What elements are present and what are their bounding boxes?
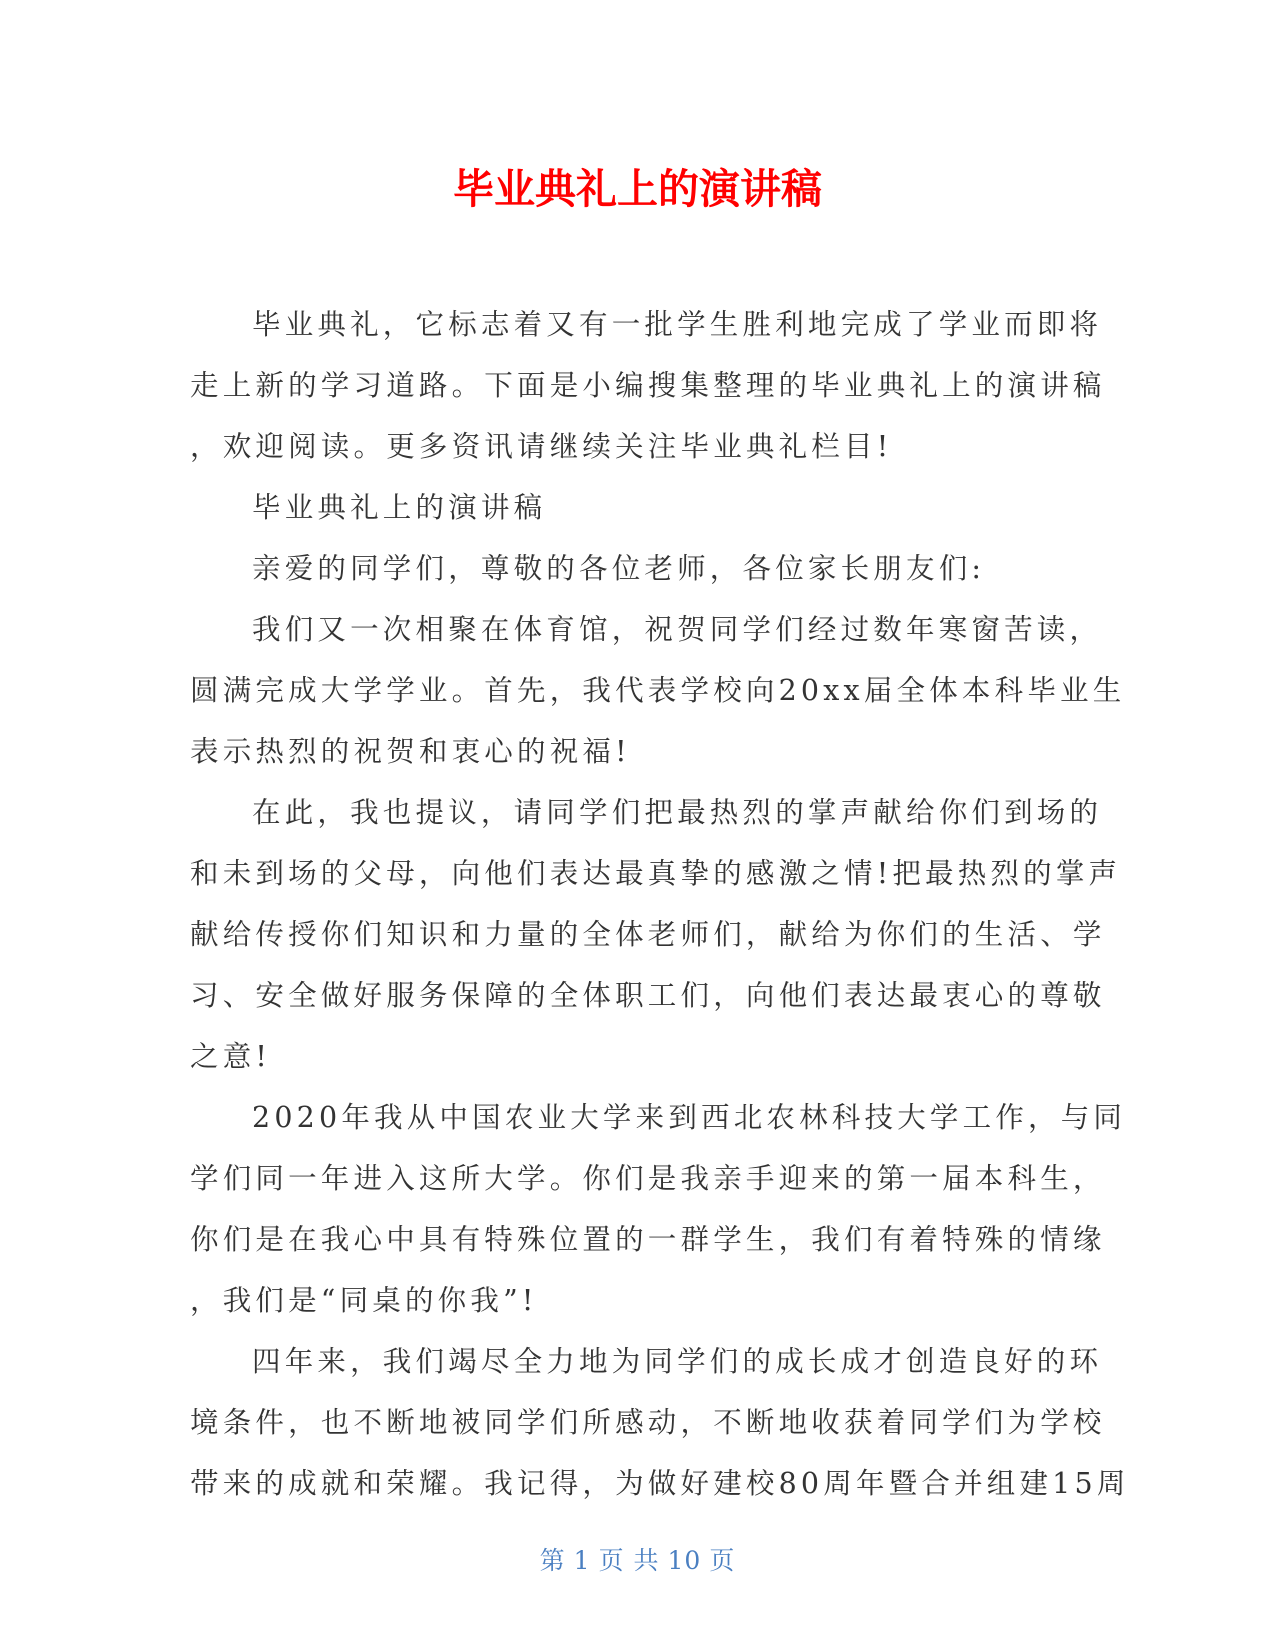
- text-line: 在此，我也提议，请同学们把最热烈的掌声献给你们到场的: [252, 796, 1103, 829]
- page-label-suffix: 页: [709, 1546, 736, 1575]
- text-line: 献给传授你们知识和力量的全体老师们，献给为你们的生活、学: [190, 918, 1106, 951]
- document-body: [190, 294, 1130, 1514]
- text-line: 表示热烈的祝贺和衷心的祝福!: [190, 735, 631, 768]
- salutation-line: 亲爱的同学们，尊敬的各位老师，各位家长朋友们:: [252, 552, 986, 585]
- page-label-prefix: 第: [539, 1546, 566, 1575]
- text-line: 习、安全做好服务保障的全体职工们，向他们表达最衷心的尊敬: [190, 979, 1106, 1012]
- text-line: 你们是在我心中具有特殊位置的一群学生，我们有着特殊的情缘: [190, 1223, 1106, 1256]
- document-title: 毕业典礼上的演讲稿: [453, 165, 822, 213]
- text-line: 走上新的学习道路。下面是小编搜集整理的毕业典礼上的演讲稿: [190, 369, 1106, 402]
- text-line: ，欢迎阅读。更多资讯请继续关注毕业典礼栏目!: [190, 430, 893, 463]
- page-label-mid: 页 共: [598, 1546, 660, 1575]
- text-line: 境条件，也不断地被同学们所感动，不断地收获着同学们为学校: [190, 1406, 1106, 1439]
- current-page-number: 1: [573, 1546, 591, 1575]
- text-line: 我们又一次相聚在体育馆，祝贺同学们经过数年寒窗苦读，: [252, 613, 1103, 646]
- text-line: 带来的成就和荣耀。我记得，为做好建校80周年暨合并组建15周: [190, 1467, 1130, 1500]
- text-line: 和未到场的父母，向他们表达最真挚的感激之情!把最热烈的掌声: [190, 857, 1122, 890]
- text-line: 之意!: [190, 1040, 272, 1073]
- section-heading: 毕业典礼上的演讲稿: [252, 491, 547, 524]
- text-line: 2020年我从中国农业大学来到西北农林科技大学工作，与同: [252, 1101, 1127, 1134]
- text-line: 四年来，我们竭尽全力地为同学们的成长成才创造良好的环: [252, 1345, 1103, 1378]
- text-line: 毕业典礼，它标志着又有一批学生胜利地完成了学业而即将: [252, 308, 1103, 341]
- total-pages-number: 10: [667, 1546, 702, 1575]
- text-line: 学们同一年进入这所大学。你们是我亲手迎来的第一届本科生，: [190, 1162, 1106, 1195]
- page-footer: [0, 1544, 1275, 1578]
- text-line: ，我们是“同桌的你我”!: [190, 1284, 538, 1317]
- text-line: 圆满完成大学学业。首先，我代表学校向20xx届全体本科毕业生: [190, 674, 1126, 707]
